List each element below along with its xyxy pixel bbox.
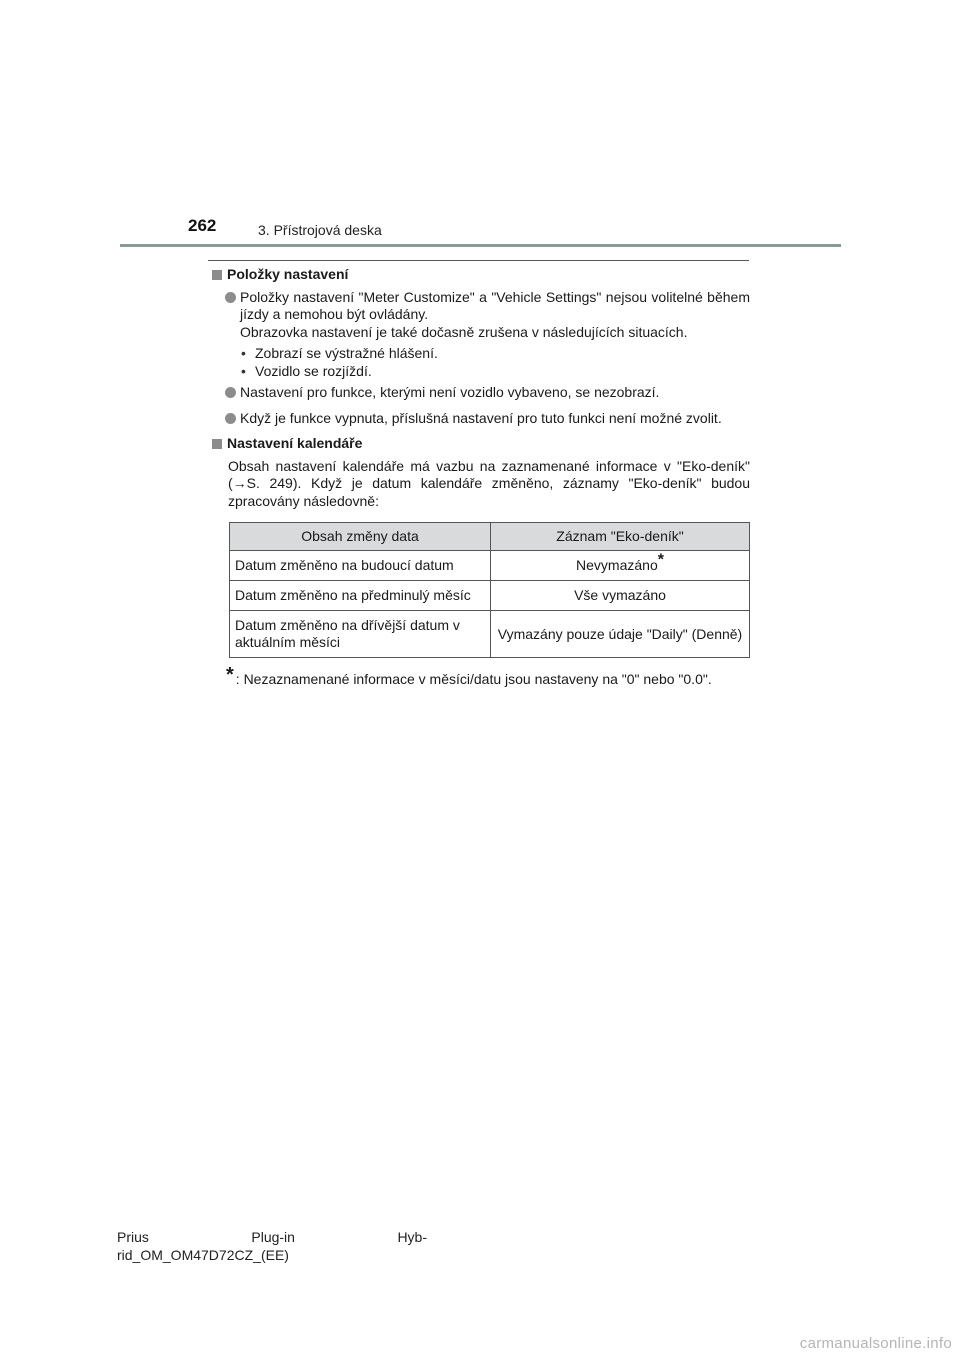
bullet-text-continued: Obrazovka nastavení je také dočasně zrušena v následujících situacích.	[240, 323, 688, 340]
section-heading-settings	[210, 266, 750, 284]
sub-list-item-text: Zobrazí se výstražné hlášení.	[255, 345, 438, 361]
table-header-cell: Obsah změny data	[230, 523, 491, 551]
footer-text: Plug-in	[251, 1229, 295, 1245]
bullet-item	[210, 410, 750, 428]
calendar-paragraph: Obsah nastavení kalendáře má vazbu na zaznamenané informace v "Eko-deník" (→S. 249). Když je datum kalendáře změněno, záznamy "Eko-deník" budou zpracovány následovně:	[228, 457, 750, 509]
sub-list-item-text: Vozidlo se rozjíždí.	[255, 362, 372, 379]
footnote	[226, 664, 750, 690]
table-row	[230, 611, 750, 658]
bullet-item	[210, 289, 750, 342]
footer-line-1	[117, 1228, 427, 1246]
footnote-text: : Nezaznamenané informace v měsíci/datu jsou nastaveny na "0" nebo "0.0".	[235, 671, 712, 687]
section-heading-text: Nastavení kalendáře	[227, 435, 363, 451]
table-cell: Datum změněno na budoucí datum	[230, 551, 491, 581]
table-row	[230, 551, 750, 581]
footnote-mark: *	[657, 551, 664, 569]
content-rule	[208, 260, 749, 261]
table-header-cell: Záznam "Eko-deník"	[491, 523, 750, 551]
round-bullet-icon	[225, 292, 236, 303]
table-cell: Datum změněno na dřívější datum v aktuálním měsíci	[230, 611, 491, 658]
round-bullet-icon	[225, 387, 236, 398]
square-bullet-icon	[212, 270, 222, 280]
bullet-item	[210, 384, 750, 402]
calendar-table	[229, 522, 750, 658]
sub-list	[237, 345, 750, 380]
watermark: carmanualsonline.info	[799, 1335, 952, 1352]
bullet-text: Když je funkce vypnuta, příslušná nastavení pro tuto funkci není možné zvolit.	[240, 409, 722, 426]
header-rule	[120, 244, 841, 247]
section-heading-text: Položky nastavení	[227, 266, 349, 282]
page-number: 262	[188, 216, 217, 235]
table-cell	[491, 551, 750, 581]
footer-text: Prius	[117, 1229, 149, 1245]
chapter-title: 3. Přístrojová deska	[258, 222, 382, 238]
footer-text: Hyb-	[397, 1229, 427, 1245]
table-cell-text: Nevymazáno	[576, 557, 658, 573]
bullet-text: Nastavení pro funkce, kterými není vozidlo vybaveno, se nezobrazí.	[240, 384, 660, 400]
sub-list-item: • Zobrazí se výstražné hlášení.	[241, 345, 438, 361]
section-heading-calendar	[210, 435, 750, 453]
round-bullet-icon	[225, 413, 236, 424]
table-row	[230, 581, 750, 611]
table-cell: Datum změněno na předminulý měsíc	[230, 581, 491, 611]
footer-line-2: rid_OM_OM47D72CZ_(EE)	[117, 1247, 289, 1263]
footnote-mark: *	[226, 664, 234, 686]
square-bullet-icon	[212, 439, 222, 449]
footer	[117, 1228, 427, 1264]
table-header-row	[230, 523, 750, 551]
sub-list-item: • Vozidlo se rozjíždí.	[241, 362, 372, 379]
table-cell: Vše vymazáno	[491, 581, 750, 611]
table-cell: Vymazány pouze údaje "Daily" (Denně)	[491, 611, 750, 658]
bullet-text: Položky nastavení "Meter Customize" a "Vehicle Settings" nejsou volitelné během jízdy a nemohou být ovládány.	[240, 288, 750, 322]
page-content	[210, 266, 750, 690]
